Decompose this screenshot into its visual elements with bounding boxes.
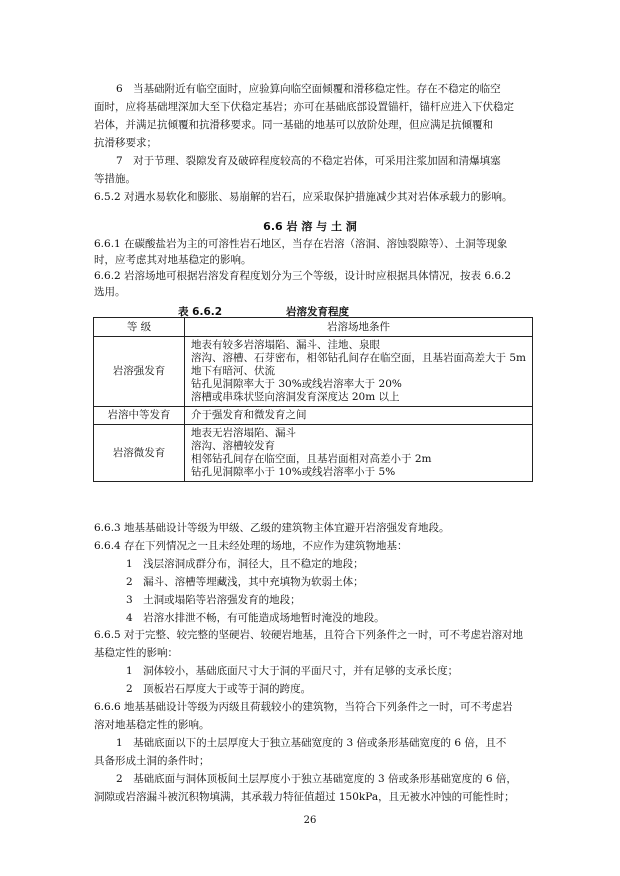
condition-line: 介于强发育和微发育之间 <box>191 409 307 421</box>
text-line: 2 顶板岩石厚度大于或等于洞的跨度。 <box>126 683 312 695</box>
condition-line: 溶沟、溶槽较发育 <box>191 440 275 452</box>
text-line: 4 岩溶水排泄不畅，有可能造成场地暂时淹没的地段。 <box>126 612 385 624</box>
condition-line: 相邻钻孔间存在临空面，且基岩面相对高差小于 2m <box>191 453 432 465</box>
text-line: 岩体，并满足抗倾覆和抗滑移要求。同一基础的地基可以放阶处理，但应满足抗倾覆和 <box>94 119 493 131</box>
karst-development-table <box>93 317 533 482</box>
text-line: 6.6.2 岩溶场地可根据岩溶发育程度划分为三个等级，设计时应根据具体情况，按表 6.6.2 <box>94 270 512 282</box>
section-title: 6.6 岩 溶 与 土 洞 <box>263 220 357 233</box>
text-line: 2 基础底面与洞体顶板间土层厚度小于独立基础宽度的 3 倍或条形基础宽度的 6 倍， <box>116 773 517 785</box>
text-line: 洞隙或岩溶漏斗被沉积物填满，其承载力特征值超过 150kPa，且无被水冲蚀的可能性时； <box>94 791 515 803</box>
condition-line: 溶槽或串珠状竖向溶洞发育深度达 20m 以上 <box>191 391 400 403</box>
header-conditions: 岩溶场地条件 <box>185 318 533 337</box>
text-line: 6.6.1 在碳酸盐岩为主的可溶性岩石地区，当存在岩溶（溶洞、溶蚀裂隙等）、土洞等现象 <box>94 238 508 250</box>
table-header-row <box>94 318 533 337</box>
table-row <box>94 337 533 407</box>
level-cell: 岩溶微发育 <box>94 425 185 482</box>
level-cell: 岩溶中等发育 <box>94 407 185 425</box>
condition-line: 钻孔见洞隙率大于 30%或线岩溶率大于 20% <box>191 378 402 390</box>
condition-line: 钻孔见洞隙率小于 10%或线岩溶率小于 5% <box>191 466 396 478</box>
text-line: 基稳定性的影响： <box>94 647 178 659</box>
text-line: 6.5.2 对遇水易软化和膨胀、易崩解的岩石，应采取保护措施减少其对岩体承载力的影响。 <box>94 191 513 203</box>
table-caption: 岩溶发育程度 <box>286 306 349 318</box>
table-number: 表 6.6.2 <box>178 306 223 318</box>
text-line: 抗滑移要求； <box>94 137 157 149</box>
text-line: 溶对地基稳定性的影响。 <box>94 719 210 731</box>
condition-line: 地表无岩溶塌陷、漏斗 <box>191 427 296 439</box>
text-line: 面时，应将基础埋深加大至下伏稳定基岩；亦可在基础底部设置锚杆，锚杆应进入下伏稳定 <box>94 101 514 113</box>
text-line: 1 基础底面以下的土层厚度大于独立基础宽度的 3 倍或条形基础宽度的 6 倍，且不 <box>116 737 507 749</box>
text-line: 具备形成土洞的条件时； <box>94 755 210 767</box>
condition-line: 地下有暗河、伏流 <box>191 365 275 377</box>
text-line: 选用。 <box>94 286 126 298</box>
text-line: 6 当基础附近有临空面时，应验算向临空面倾覆和滑移稳定性。存在不稳定的临空 <box>116 83 501 95</box>
condition-line: 溶沟、溶槽、石芽密布，相邻钻孔间存在临空面，且基岩面高差大于 5m <box>191 352 526 364</box>
text-line: 7 对于节理、裂隙发育及破碎程度较高的不稳定岩体，可采用注浆加固和清爆填塞 <box>116 155 501 167</box>
text-line: 6.6.3 地基基础设计等级为甲级、乙级的建筑物主体宜避开岩溶强发育地段。 <box>94 522 450 534</box>
text-line: 3 土洞或塌陷等岩溶强发育的地段； <box>126 594 301 606</box>
page-number: 26 <box>303 815 317 826</box>
header-level: 等 级 <box>94 318 185 337</box>
text-line: 6.6.5 对于完整、较完整的坚硬岩、较硬岩地基，且符合下列条件之一时，可不考虑岩溶对地 <box>94 629 524 641</box>
text-line: 2 漏斗、溶槽等埋藏浅，其中充填物为软弱土体； <box>126 576 364 588</box>
level-cell: 岩溶强发育 <box>94 337 185 407</box>
conditions-cell <box>185 407 533 425</box>
conditions-cell <box>185 425 533 482</box>
table-row <box>94 407 533 425</box>
text-line: 6.6.6 地基基础设计等级为丙级且荷载较小的建筑物，当符合下列条件之一时，可不考虑岩 <box>94 701 513 713</box>
text-line: 6.6.4 存在下列情况之一且未经处理的场地，不应作为建筑物地基： <box>94 540 408 552</box>
text-line: 1 洞体较小，基础底面尺寸大于洞的平面尺寸，并有足够的支承长度； <box>126 665 459 677</box>
conditions-cell <box>185 337 533 407</box>
condition-line: 地表有较多岩溶塌陷、漏斗、洼地、泉眼 <box>191 339 380 351</box>
table-row <box>94 425 533 482</box>
text-line: 1 浅层溶洞成群分布，洞径大，且不稳定的地段； <box>126 558 364 570</box>
text-line: 等措施。 <box>94 173 136 185</box>
text-line: 时，应考虑其对地基稳定的影响。 <box>94 254 252 266</box>
